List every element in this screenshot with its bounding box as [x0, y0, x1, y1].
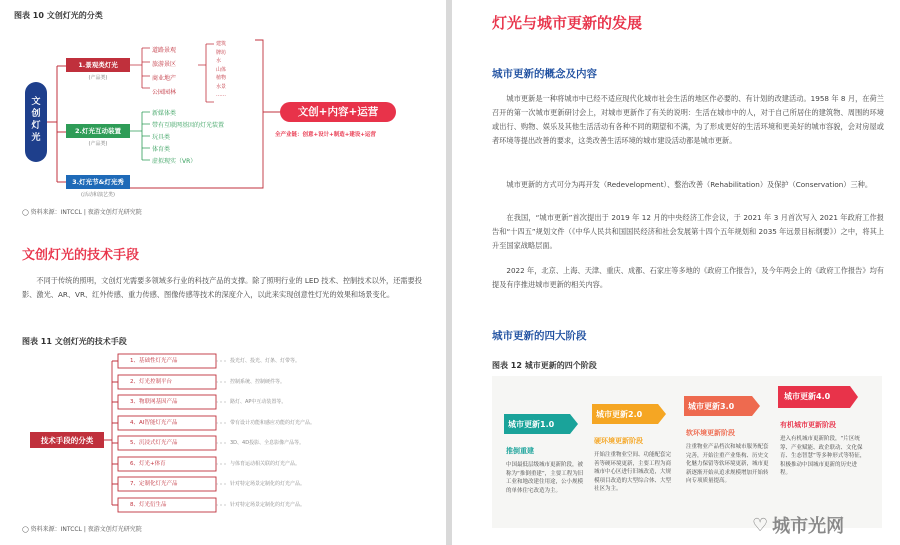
list-item: 公园园林: [152, 89, 177, 96]
tech-item-desc: 针对特定场景定制化的灯光产品。: [230, 481, 306, 487]
section-paragraph: 不同于传统的照明，文创灯光需要多领域多行业的科技产品的支撑。除了照明行业的 LED 技术、控制技术以外，还需要投影、激光、AR、VR、红外传感、重力传感、图像传感等技术的深度介入，以此来实现创意性灯光的效果和场景变化。: [22, 276, 422, 299]
tech-item-descs: [230, 356, 430, 520]
list-item: 山体: [216, 66, 227, 73]
industry-chain-text: 全产业链：创意+设计+制造+建设+运营: [275, 132, 376, 138]
watermark: [752, 512, 844, 538]
stage-2-desc: 开始注重物业空间、功能配套完善等硬环境更新，主要工程为商城市中心区进行旧城改造，大规模项目改造的大型综合体、大型社区为主。: [594, 452, 672, 492]
tech-item-label: 4、AI智能灯光产品: [130, 419, 178, 426]
paragraph-3: 在我国，“城市更新”首次提出于 2019 年 12 月的中央经济工作会议，于 2021 年 3 月首次写入 2021 年政府工作报告和“十四五”规划文件（《中华人民共和国国民经济和社会发展第十四个五年规划和 2035 年远景目标纲要》）之中，将其上升至国家战略层面。: [492, 213, 884, 250]
list-item: 牌坊: [216, 49, 227, 56]
list-item: 建筑: [216, 41, 227, 47]
list-item: 玩具类: [152, 134, 171, 141]
paragraph-1: 城市更新是一种将城市中已经不适应现代化城市社会生活的地区作必要的、有计划的改建活动。1958 年 8 月，在荷兰召开的第一次城市更新研讨会上，对城市更新作了有关的说明：生活在城市中的人，对于自己所居住的建筑物、周围的环境或出行、购物、娱乐及其他生活活动有各种不同的期望和不满，为了形成更好的生活环境和更美好的城市容貌，会对房屋或者环境等提出改善的要求，这类改善生活环境的城市建设活动都是城市更新。: [492, 94, 884, 145]
tech-root-label: 技术手段的分类: [40, 436, 94, 445]
tech-item-label: 2、灯光控制平台: [130, 378, 172, 385]
branch-2-note: (产品类): [88, 141, 108, 147]
list-item: 体育类: [152, 146, 171, 153]
subsection-title-2: 城市更新的四大阶段: [492, 330, 587, 342]
figure-10-source: ◯ 资料来源：INTCCL | 夜游文创灯光研究院: [22, 209, 142, 216]
list-item: 虚拟现实（VR）: [152, 158, 197, 165]
source-text: 资料来源：INTCCL | 夜游文创灯光研究院: [30, 209, 142, 216]
stage-4-desc: 进入有机城市更新阶段，“片区统筹、产业赋能、政企联动、文化保育、生态智慧”等多种形式等特征，积极推动中国城市更新的历史进程。: [780, 436, 866, 476]
tech-item-label: 8、灯光衍生品: [130, 501, 167, 508]
figure-12-title: 图表 12 城市更新的四个阶段: [492, 361, 597, 370]
tech-item-labels: [118, 356, 216, 520]
source-text: 资料来源：INTCCL | 夜游文创灯光研究院: [30, 526, 142, 533]
tech-item-desc: 投光灯、投光、灯条、灯带等。: [230, 358, 301, 364]
stage-3-label: 城市更新3.0: [688, 402, 735, 411]
root-char-2: 创: [31, 109, 41, 119]
tech-item-desc: 带有设计功能和感应功能的灯光产品。: [230, 419, 316, 426]
list-item: 旅游景区: [152, 61, 177, 68]
figure-10-title: 图表 10 文创灯光的分类: [14, 11, 103, 20]
root-char-3: 灯: [31, 121, 41, 131]
branch-2-label: 2.灯光互动装置: [75, 127, 121, 135]
figure-11-title: 图表 11 文创灯光的技术手段: [22, 337, 127, 346]
tech-item-desc: 针对特定场景定制化的灯光产品。: [230, 501, 306, 508]
stage-1-label: 城市更新1.0: [508, 420, 555, 429]
list-item: 道路景观: [152, 47, 177, 54]
list-item: 商业地产: [152, 75, 177, 82]
stage-4-sub: 有机城市更新阶段: [780, 421, 836, 429]
stage-1-sub: 推倒重建: [506, 447, 534, 455]
stage-1-desc: 中国最低层级城市更新阶段，被称为“推倒重建”，主要工程为旧工业和地改建住用途，公小规模的单体住宅改造为主。: [506, 462, 584, 494]
wechat-icon: ♡: [752, 514, 769, 536]
tech-item-label: 5、沉浸式灯光产品: [130, 440, 178, 446]
list-item: 新媒体类: [152, 110, 177, 117]
tech-item-label: 7、定制化灯光产品: [130, 481, 178, 487]
tech-item-label: 6、灯光+体育: [130, 460, 166, 467]
root-char-1: 文: [31, 97, 41, 107]
root-char-4: 光: [31, 133, 41, 143]
list-item: ……: [216, 92, 226, 98]
tech-item-label: 1、基础性灯光产品: [130, 358, 178, 364]
list-item: 水景: [216, 83, 227, 90]
subsection-title-1: 城市更新的概念及内容: [492, 68, 597, 80]
right-main-title: 灯光与城市更新的发展: [492, 14, 643, 32]
list-item: 植物: [216, 75, 227, 81]
tech-item-desc: 与体育运动相关联的灯光产品。: [230, 460, 301, 467]
left-page: [0, 0, 446, 545]
branch-3-label: 3.灯光节&灯光秀: [72, 178, 124, 186]
paragraph-2: 城市更新的方式可分为再开发（Redevelopment）、整治改善（Rehabilitation）及保护（Conservation）三种。: [506, 180, 873, 189]
tech-item-desc: 路灯、AP中互动装置等。: [230, 399, 287, 405]
stage-3-sub: 软环境更新阶段: [686, 429, 735, 437]
tech-item-label: 3、物联网基因产品: [130, 399, 178, 405]
result-label: 文创+内容+运营: [297, 106, 379, 118]
paragraph-4: 2022 年，北京、上海、天津、重庆、成都、石家庄等多地的《政府工作报告》，及今年两会上的《政府工作报告》均有提及有序推进城市更新的相关内容。: [492, 266, 884, 289]
list-item: 带有互联网基因的灯光装置: [152, 122, 225, 129]
branch-3-note: (活动和演艺类): [81, 192, 115, 198]
watermark-text: 城市光网: [772, 516, 845, 537]
stage-3-desc: 注重物业产品档次和城市服务配套完善，开始注重产业集构、历史文化魅力保留等软环境更新，城市更新逐渐开始从追求规模增加开始转向专项质量提高。: [686, 444, 769, 484]
stage-4-label: 城市更新4.0: [784, 392, 831, 401]
list-item: 水: [216, 58, 222, 64]
right-page: [452, 0, 900, 545]
section-title: 文创灯光的技术手段: [22, 248, 140, 263]
stage-2-sub: 硬环境更新阶段: [594, 437, 643, 445]
branch-1-note: (产品类): [88, 75, 108, 81]
tech-item-desc: 控制系统、控制硬件等。: [230, 378, 286, 385]
figure-11-source: ◯ 资料来源：INTCCL | 夜游文创灯光研究院: [22, 526, 142, 533]
branch-1-label: 1.景观类灯光: [78, 61, 118, 69]
stage-2-label: 城市更新2.0: [596, 410, 643, 419]
tech-item-desc: 3D、4D投影、全息影像产品等。: [230, 440, 305, 446]
